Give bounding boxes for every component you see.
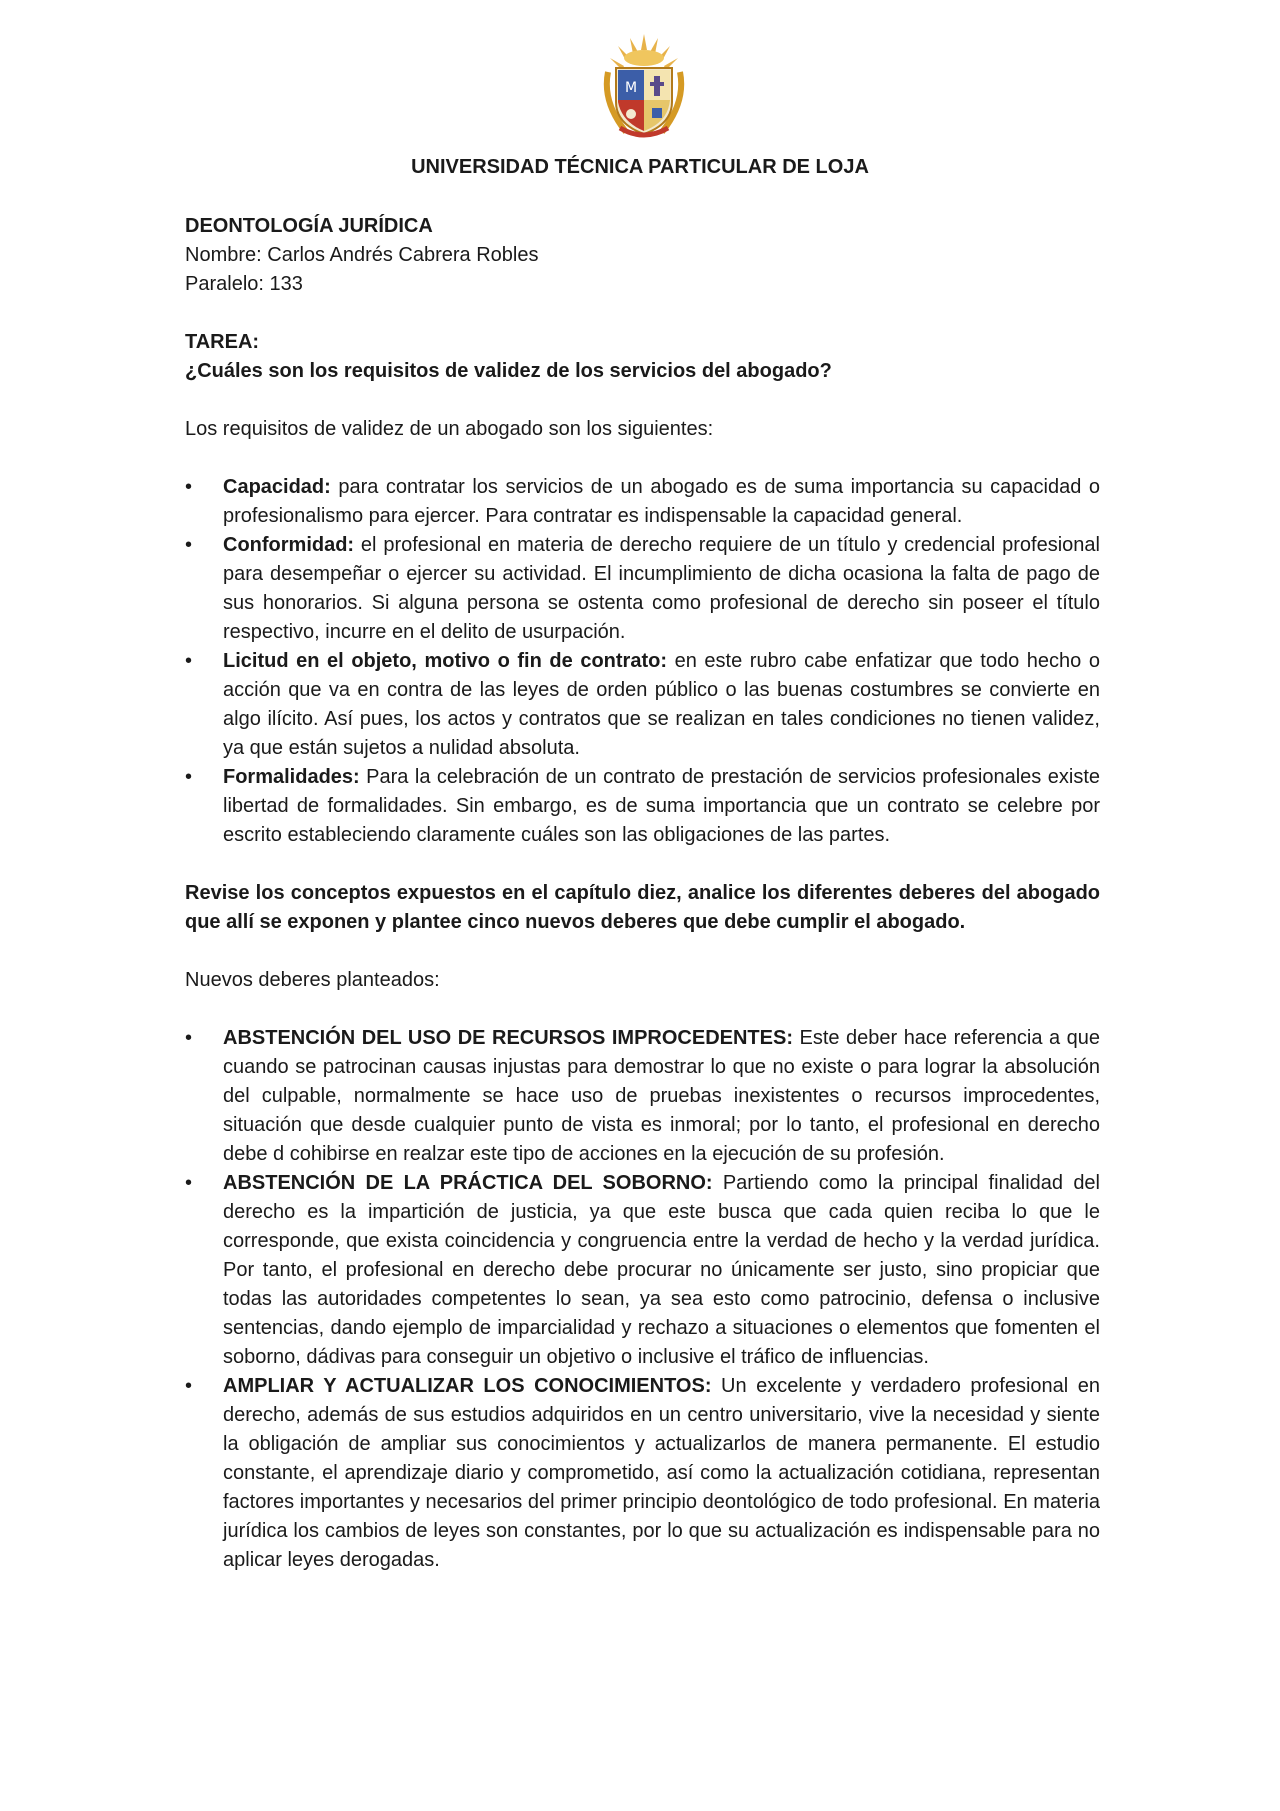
bullet-icon: • [185, 1375, 193, 1397]
svg-text:M: M [624, 80, 638, 96]
list-item [185, 531, 1100, 647]
requirements-list [185, 473, 1100, 850]
list-item-text: para contratar los servicios de un abogado es de suma importancia su capacidad o profesionalismo para ejercer. Para contratar es indispensable la capacidad general. [223, 476, 1100, 527]
bullet-icon: • [185, 650, 193, 672]
bullet-icon: • [185, 1027, 193, 1049]
task-question: ¿Cuáles son los requisitos de validez de los servicios del abogado? [185, 360, 832, 382]
list-item-text: Este deber hace referencia a que cuando se patrocinan causas injustas para demostrar lo que no existe o para lograr la absolución del culpable, normalmente se hace uso de pruebas inexistentes o recursos improcedentes, situación que desde cualquier punto de vista es inmoral; por lo tanto, el profesional en derecho debe d cohibirse en realzar este tipo de acciones en la ejecución de su profesión. [223, 1027, 1101, 1165]
list-item-term: AMPLIAR Y ACTUALIZAR LOS CONOCIMIENTOS: [223, 1375, 712, 1397]
list-item-text: Un excelente y verdadero profesional en derecho, además de sus estudios adquiridos en un centro universitario, vive la necesidad y siente la obligación de ampliar sus conocimientos y actualizarlos de manera permanente. El estudio constante, el aprendizaje diario y comprometido, así como la actualización cotidiana, representan factores importantes y necesarios del primer principio deontológico de todo profesional. En materia jurídica los cambios de leyes son constantes, por lo que su actualización es indispensable para no aplicar leyes derogadas. [223, 1375, 1100, 1571]
bullet-icon: • [185, 1172, 193, 1194]
duties-list [185, 1024, 1100, 1575]
task2-prompt: Revise los conceptos expuestos en el capítulo diez, analice los diferentes deberes del abogado que allí se exponen y plantee cinco nuevos deberes que debe cumplir el abogado. [185, 882, 1100, 933]
student-name: Nombre: Carlos Andrés Cabrera Robles [185, 244, 539, 266]
university-title: UNIVERSIDAD TÉCNICA PARTICULAR DE LOJA [411, 156, 869, 178]
task2-intro: Nuevos deberes planteados: [185, 969, 440, 991]
list-item-term: ABSTENCIÓN DE LA PRÁCTICA DEL SOBORNO: [223, 1172, 713, 1194]
bullet-icon: • [185, 476, 193, 498]
list-item-text: Partiendo como la principal finalidad del derecho es la impartición de justicia, ya que este busca que cada quien reciba lo que le corresponde, que exista coincidencia y congruencia entre la verdad de hecho y la verdad jurídica. Por tanto, el profesional en derecho debe procurar no únicamente ser justo, sino propiciar que todas las autoridades competentes lo sean, ya sea esto como patrocinio, defensa o inclusive sentencias, dando ejemplo de imparcialidad y rechazo a situaciones o elementos que fomenten el soborno, dádivas para conseguir un objetivo o inclusive el tráfico de influencias. [223, 1172, 1101, 1368]
list-item-term: Conformidad: [223, 534, 355, 556]
task-intro: Los requisitos de validez de un abogado son los siguientes: [185, 418, 714, 440]
list-item [185, 763, 1100, 850]
list-item-text: Para la celebración de un contrato de prestación de servicios profesionales existe libertad de formalidades. Sin embargo, es de suma importancia que un contrato se celebre por escrito estableciendo claramente cuáles son las obligaciones de las partes. [223, 766, 1100, 846]
document-body [185, 212, 1100, 1575]
course-title: DEONTOLOGÍA JURÍDICA [185, 215, 433, 237]
list-item [185, 1372, 1100, 1575]
list-item-term: ABSTENCIÓN DEL USO DE RECURSOS IMPROCEDENTES: [223, 1027, 793, 1049]
list-item-text: el profesional en materia de derecho requiere de un título y credencial profesional para desempeñar o ejercer su actividad. El incumplimiento de dicha ocasiona la falta de pago de sus honorarios. Si alguna persona se ostenta como profesional de derecho sin poseer el título respectivo, incurre en el delito de usurpación. [223, 534, 1100, 643]
list-item [185, 1024, 1100, 1169]
list-item [185, 647, 1100, 763]
list-item-term: Formalidades: [223, 766, 360, 788]
bullet-icon: • [185, 766, 193, 788]
section-number: Paralelo: 133 [185, 273, 303, 295]
list-item [185, 1169, 1100, 1372]
task-label: TAREA: [185, 331, 260, 353]
university-crest-icon [600, 32, 688, 140]
list-item [185, 473, 1100, 531]
list-item-term: Licitud en el objeto, motivo o fin de contrato: [223, 650, 667, 672]
list-item-term: Capacidad: [223, 476, 331, 498]
list-item-text: en este rubro cabe enfatizar que todo hecho o acción que va en contra de las leyes de orden público o las buenas costumbres se convierte en algo ilícito. Así pues, los actos y contratos que se realizan en tales condiciones no tienen validez, ya que están sujetos a nulidad absoluta. [223, 650, 1100, 759]
bullet-icon: • [185, 534, 193, 556]
